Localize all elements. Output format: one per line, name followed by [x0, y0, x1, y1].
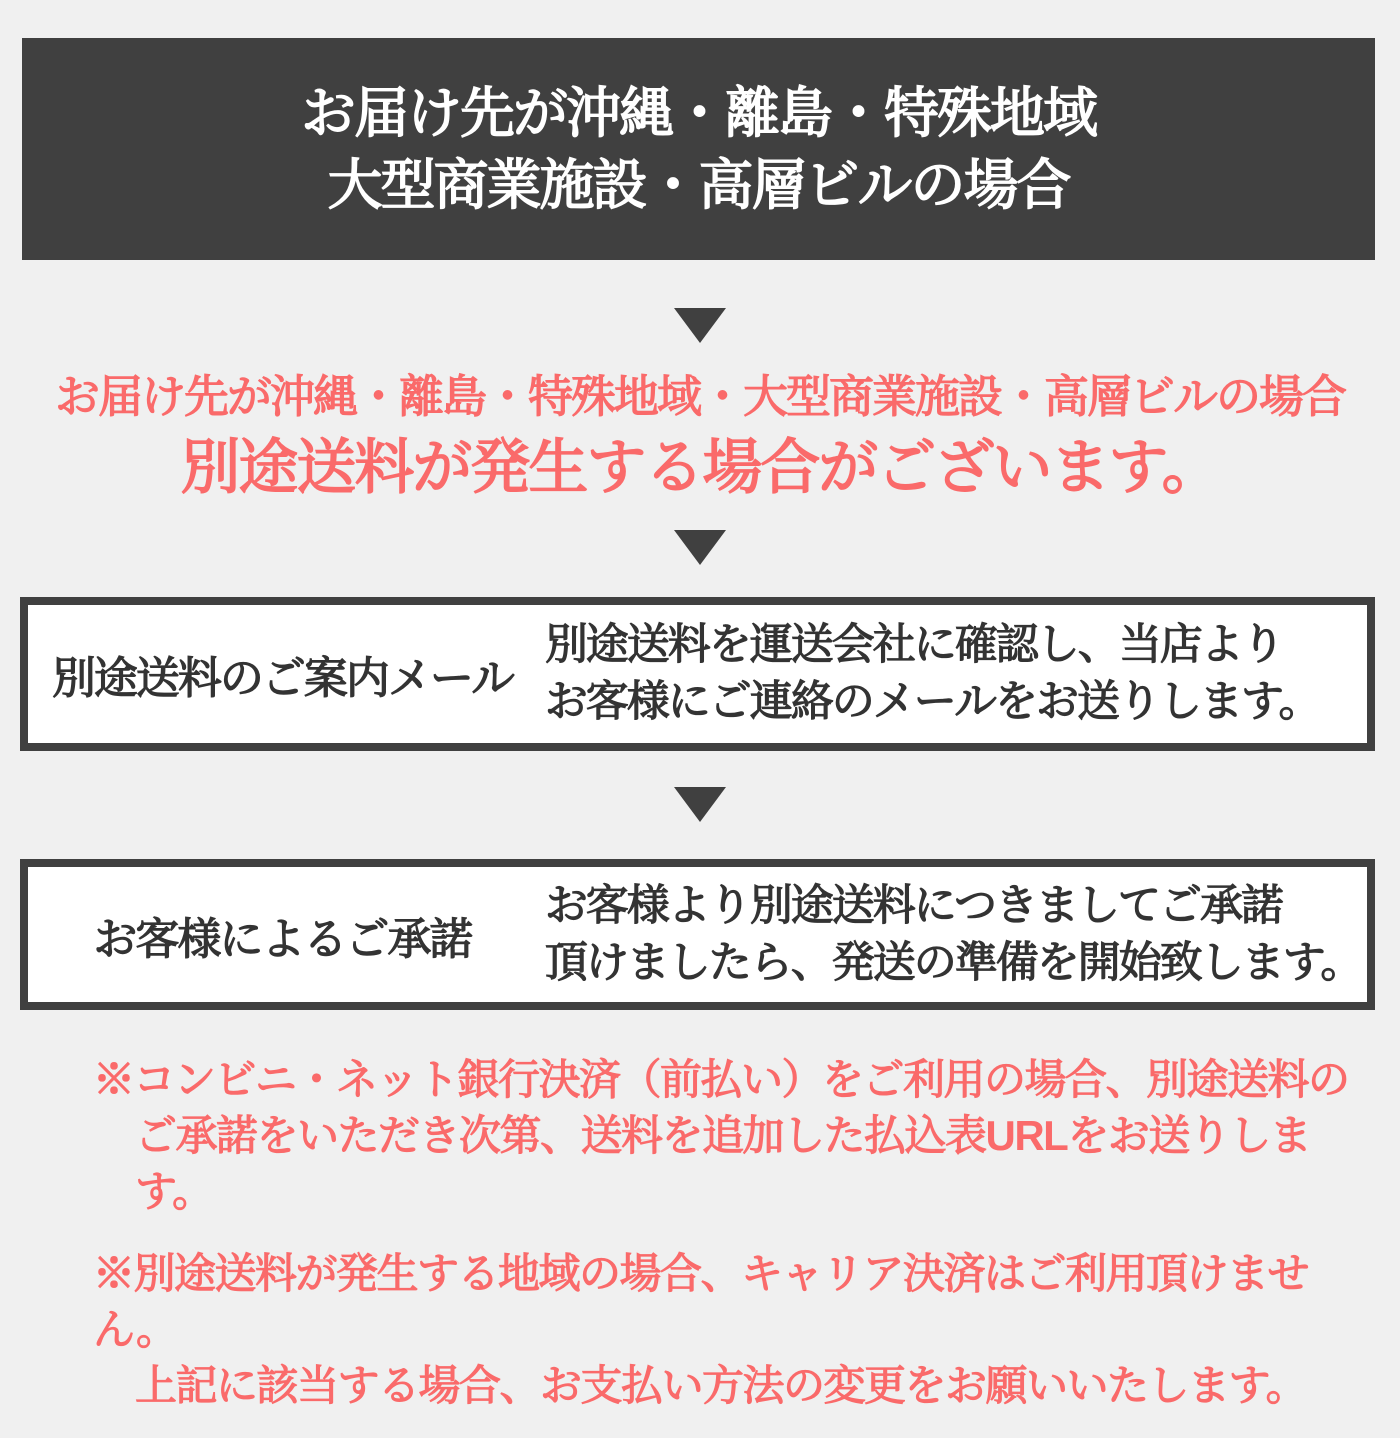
step1-description-line2: お客様にご連絡のメールをお送りします。 [544, 678, 1320, 726]
header-line2: 大型商業施設・高層ビルの場合 [327, 154, 1070, 216]
note1-line1: ※コンビニ・ネット銀行決済（前払い）をご利用の場合、別途送料の [93, 1056, 1349, 1103]
step1-label: 別途送料のご案内メール [51, 654, 513, 703]
warning-line2: 別途送料が発生する場合がございます。 [180, 434, 1220, 501]
step1-description [537, 617, 1367, 731]
note2-line1: ※別途送料が発生する地域の場合、キャリア決済はご利用頂けません。 [93, 1250, 1309, 1353]
step2-label: お客様によるご承諾 [93, 914, 472, 964]
step2-description [537, 878, 1367, 992]
note-carrier-payment [93, 1246, 1360, 1414]
down-arrow-icon [674, 530, 726, 565]
step-box-shipping-fee-mail [20, 597, 1375, 751]
down-arrow-icon [674, 787, 726, 822]
warning-line1: お届け先が沖縄・離島・特殊地域・大型商業施設・高層ビルの場合 [54, 371, 1345, 422]
warning-headline [0, 371, 1400, 499]
step1-description-line1: 別途送料を運送会社に確認し、当店より [544, 621, 1283, 669]
step2-description-line1: お客様より別途送料につきましてご承諾 [544, 881, 1282, 930]
step-box-customer-consent [20, 859, 1375, 1010]
note1-line2: ご承諾をいただき次第、送料を追加した払込表URLをお送りします。 [135, 1112, 1311, 1215]
header-line1: お届け先が沖縄・離島・特殊地域 [300, 82, 1096, 144]
step2-description-line2: 頂けましたら、発送の準備を開始致します。 [544, 938, 1362, 987]
down-arrow-icon [674, 308, 726, 343]
note2-line2: 上記に該当する場合、お支払い方法の変更をお願いいたします。 [135, 1362, 1307, 1409]
header-banner [22, 38, 1375, 260]
note-prepayment [93, 1052, 1360, 1220]
